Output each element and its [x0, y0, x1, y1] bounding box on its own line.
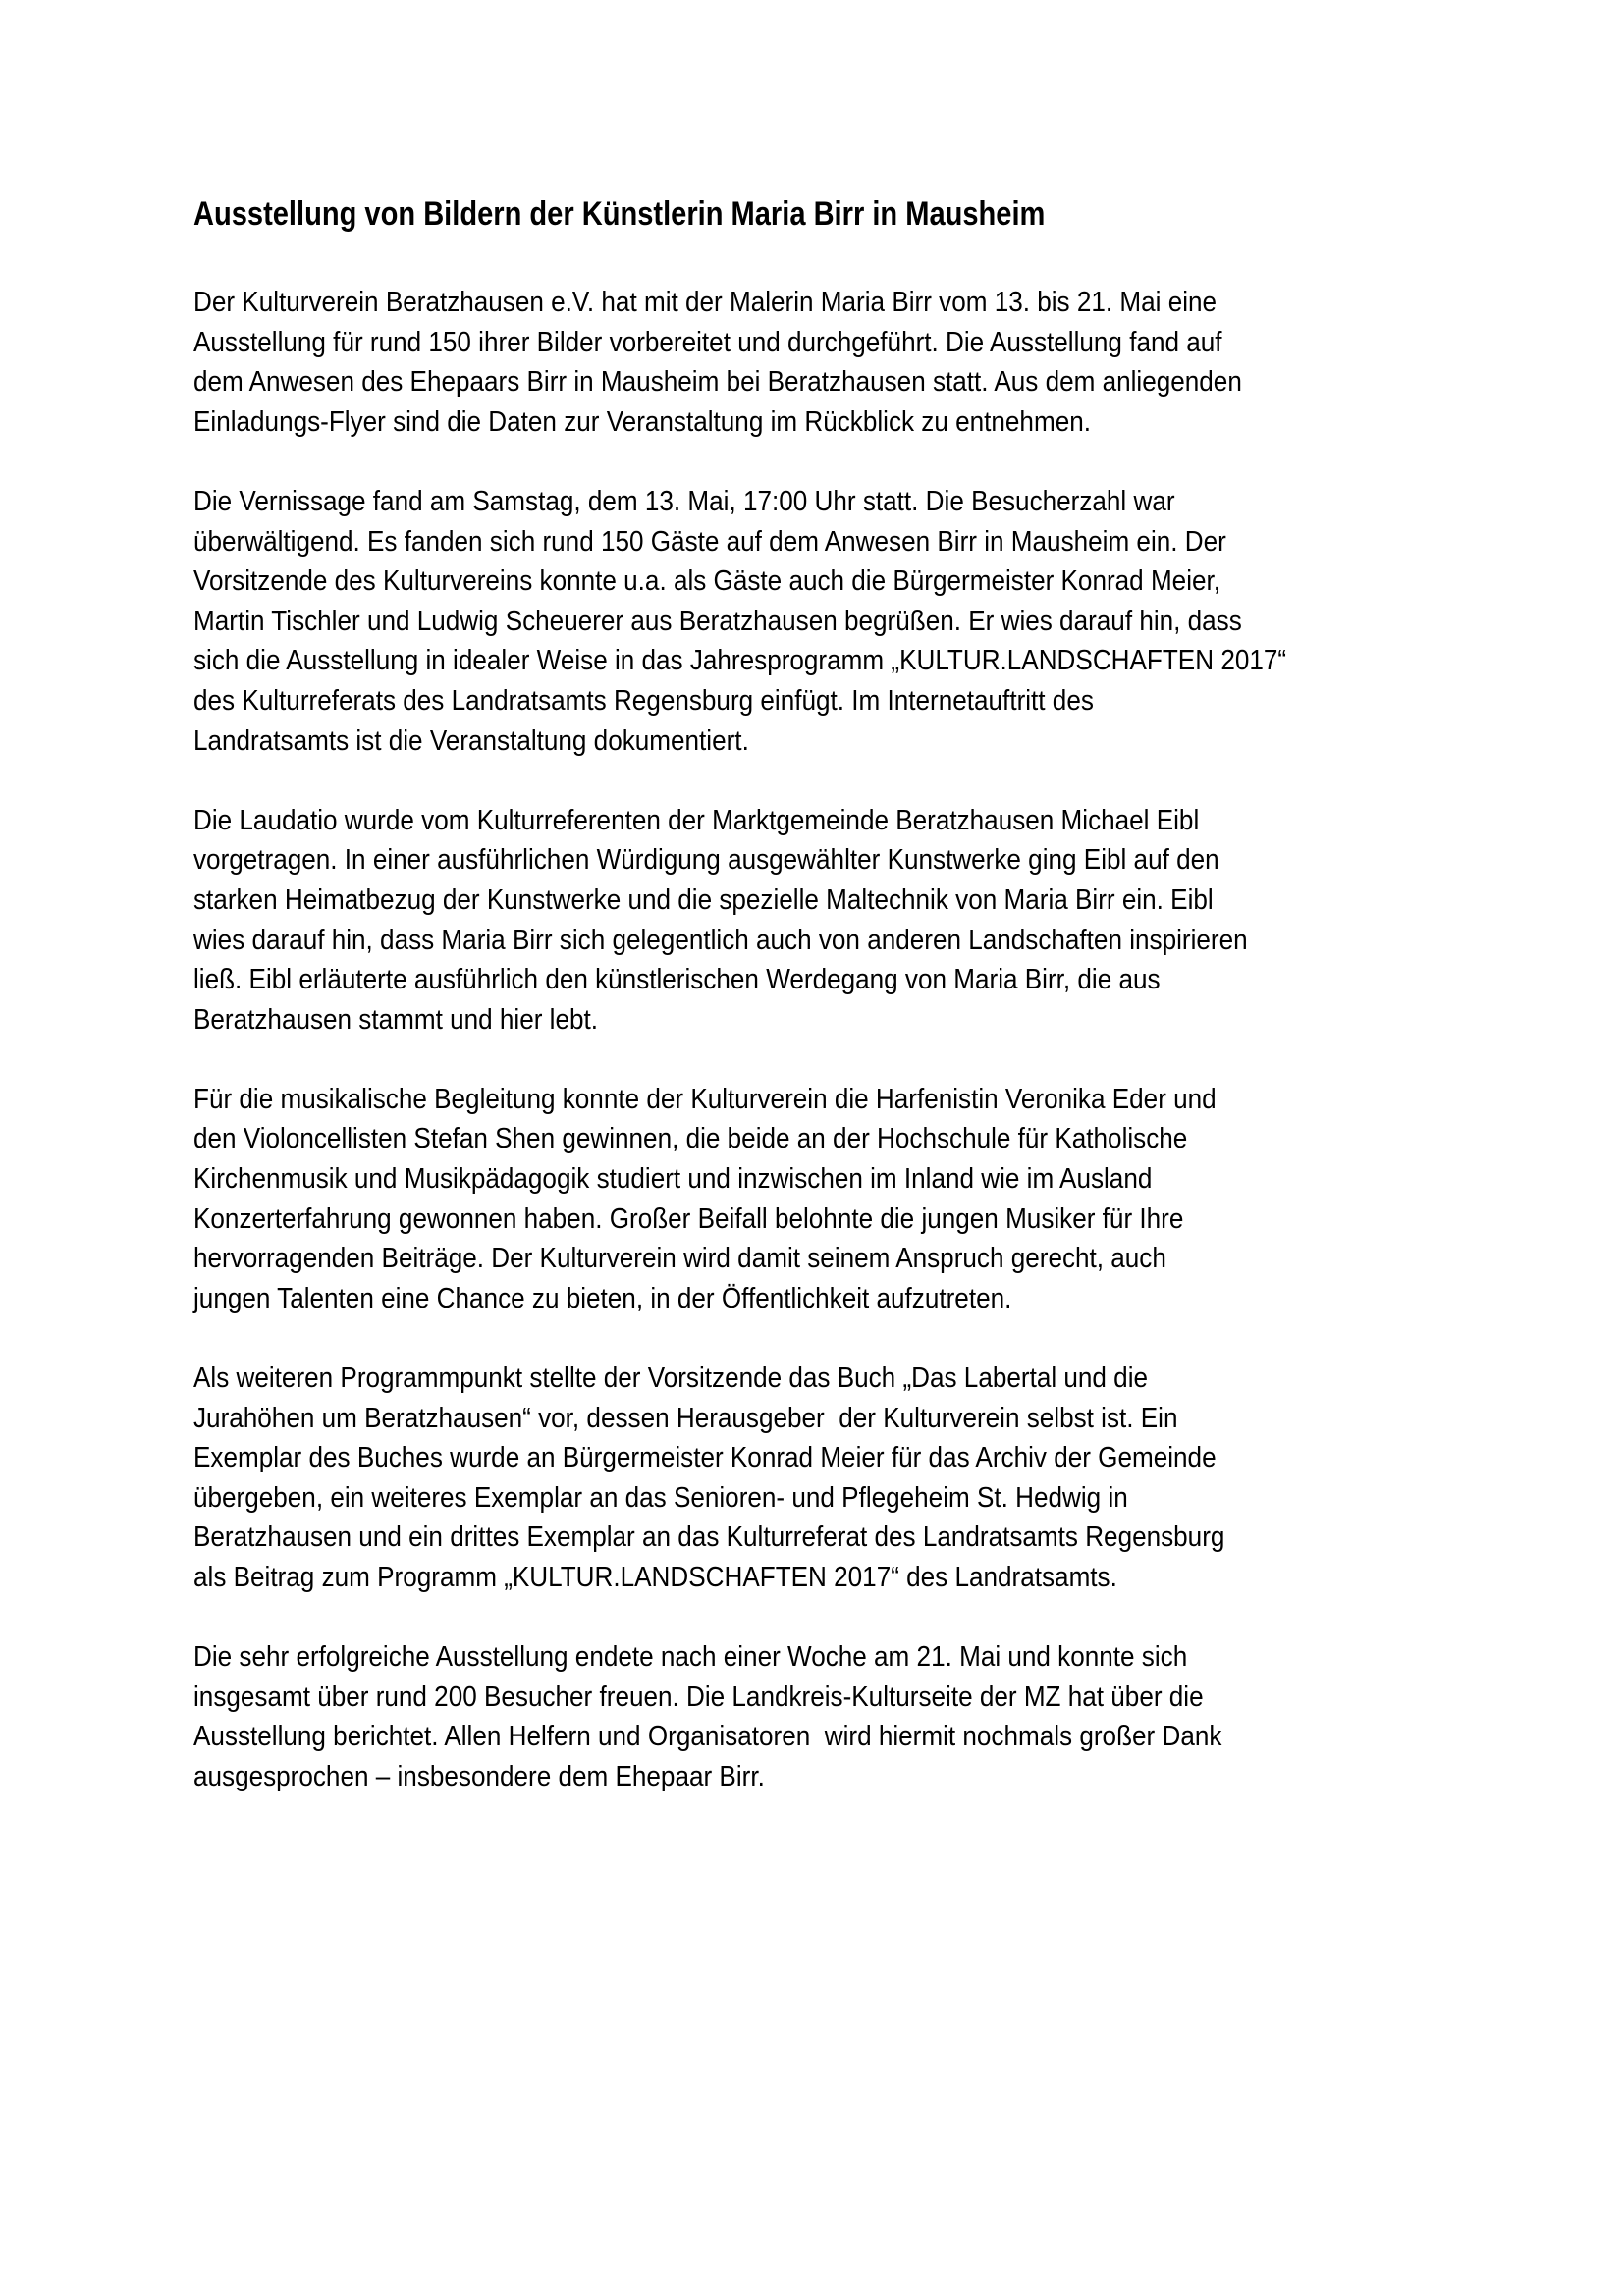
text-line: Ausstellung für rund 150 ihrer Bilder vorbereitet und durchgeführt. Die Ausstellung fand auf	[193, 326, 1222, 358]
document-title: Ausstellung von Bildern der Künstlerin Maria Birr in Mausheim	[193, 195, 1046, 233]
text-line: Jurahöhen um Beratzhausen“ vor, dessen Herausgeber der Kulturverein selbst ist. Ein	[193, 1402, 1178, 1434]
text-line: sich die Ausstellung in idealer Weise in das Jahresprogramm „KULTUR.LANDSCHAFTEN 2017“	[193, 645, 1287, 677]
text-line: als Beitrag zum Programm „KULTUR.LANDSCHAFTEN 2017“ des Landratsamts.	[193, 1562, 1117, 1593]
text-line: Einladungs-Flyer sind die Daten zur Veranstaltung im Rückblick zu entnehmen.	[193, 405, 1091, 438]
text-line: Die sehr erfolgreiche Ausstellung endete nach einer Woche am 21. Mai und konnte sich	[193, 1641, 1188, 1674]
text-line: Beratzhausen stammt und hier lebt.	[193, 1003, 599, 1036]
text-line: Der Kulturverein Beratzhausen e.V. hat mit der Malerin Maria Birr vom 13. bis 21. Mai eine	[193, 287, 1218, 318]
text-line: Vorsitzende des Kulturvereins konnte u.a. als Gäste auch die Bürgermeister Konrad Meier,	[193, 565, 1221, 598]
text-line: vorgetragen. In einer ausführlichen Würdigung ausgewählter Kunstwerke ging Eibl auf den	[193, 844, 1219, 877]
text-line: Als weiteren Programmpunkt stellte der Vorsitzende das Buch „Das Labertal und die	[193, 1362, 1149, 1395]
text-line: Die Laudatio wurde vom Kulturreferenten der Marktgemeinde Beratzhausen Michael Eibl	[193, 804, 1200, 836]
text-line: jungen Talenten eine Chance zu bieten, in der Öffentlichkeit aufzutreten.	[193, 1282, 1012, 1314]
text-line: Für die musikalische Begleitung konnte der Kulturverein die Harfenistin Veronika Eder und	[193, 1083, 1217, 1115]
text-line: überwältigend. Es fanden sich rund 150 Gäste auf dem Anwesen Birr in Mausheim ein. Der	[193, 525, 1226, 558]
paragraph-intro	[193, 283, 1470, 442]
text-line: Kirchenmusik und Musikpädagogik studiert und inzwischen im Inland wie im Ausland	[193, 1163, 1153, 1196]
text-line: Exemplar des Buches wurde an Bürgermeister Konrad Meier für das Archiv der Gemeinde	[193, 1442, 1217, 1474]
text-line: den Violoncellisten Stefan Shen gewinnen, die beide an der Hochschule für Katholische	[193, 1123, 1188, 1155]
text-line: übergeben, ein weiteres Exemplar an das Senioren- und Pflegeheim St. Hedwig in	[193, 1481, 1128, 1514]
paragraph-closing	[193, 1637, 1470, 1796]
paragraph-book	[193, 1359, 1470, 1598]
text-line: Martin Tischler und Ludwig Scheuerer aus Beratzhausen begrüßen. Er wies darauf hin, dass	[193, 605, 1242, 637]
text-line: starken Heimatbezug der Kunstwerke und die spezielle Maltechnik von Maria Birr ein. Eibl	[193, 883, 1214, 916]
paragraph-music	[193, 1080, 1470, 1319]
text-line: ließ. Eibl erläuterte ausführlich den künstlerischen Werdegang von Maria Birr, die aus	[193, 964, 1161, 996]
text-line: Beratzhausen und ein drittes Exemplar an das Kulturreferat des Landratsamts Regensburg	[193, 1522, 1225, 1554]
paragraph-vernissage	[193, 482, 1470, 761]
text-line: Die Vernissage fand am Samstag, dem 13. Mai, 17:00 Uhr statt. Die Besucherzahl war	[193, 485, 1175, 517]
text-line: dem Anwesen des Ehepaars Birr in Mausheim bei Beratzhausen statt. Aus dem anliegenden	[193, 366, 1242, 399]
text-line: Landratsamts ist die Veranstaltung dokumentiert.	[193, 724, 749, 757]
text-line: wies darauf hin, dass Maria Birr sich gelegentlich auch von anderen Landschaften inspirieren	[193, 924, 1248, 956]
paragraph-laudatio	[193, 801, 1470, 1041]
text-line: hervorragenden Beiträge. Der Kulturverein wird damit seinem Anspruch gerecht, auch	[193, 1243, 1166, 1275]
text-line: Konzerterfahrung gewonnen haben. Großer Beifall belohnte die jungen Musiker für Ihre	[193, 1202, 1184, 1235]
text-line: insgesamt über rund 200 Besucher freuen. Die Landkreis-Kulturseite der MZ hat über die	[193, 1681, 1204, 1713]
text-line: des Kulturreferats des Landratsamts Regensburg einfügt. Im Internetauftritt des	[193, 684, 1094, 717]
text-line: ausgesprochen – insbesondere dem Ehepaar Birr.	[193, 1760, 765, 1792]
text-line: Ausstellung berichtet. Allen Helfern und Organisatoren wird hiermit nochmals großer Dank	[193, 1721, 1222, 1753]
document-body	[193, 283, 1470, 1837]
